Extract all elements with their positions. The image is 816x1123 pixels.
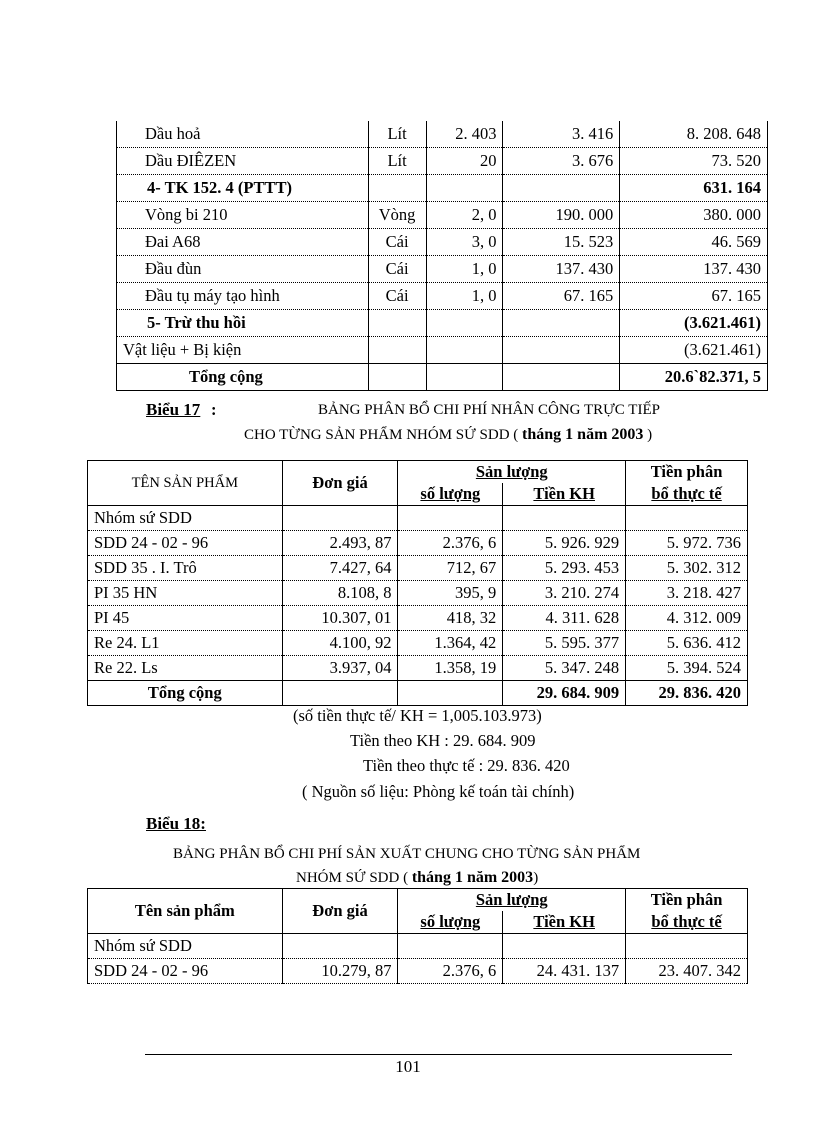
source-note: ( Nguồn số liệu: Phòng kế toán tài chính) [302,782,575,801]
actual-note: Tiền theo thực tế : 29. 836. 420 [363,756,570,775]
actual-amount: 4. 312. 009 [626,606,748,631]
total-actual: 29. 836. 420 [626,681,748,706]
item-quantity [426,337,503,364]
col-unit-price: Đơn giá [282,889,398,934]
col-output: Sản lượng [398,461,626,484]
group-label: Nhóm sứ SDD [88,934,283,959]
ratio-note: (số tiền thực tế/ KH = 1,005.103.973) [293,706,542,725]
item-unit: Cái [368,229,426,256]
table-row [88,581,748,606]
actual-amount: 5. 394. 524 [626,656,748,681]
table-row [117,202,768,229]
quantity: 2.376, 6 [398,531,503,556]
col-actual-1: Tiền phân [626,889,748,912]
plan-amount: 5. 347. 248 [503,656,626,681]
item-name: Dầu hoả [117,121,369,148]
item-amount: 46. 569 [620,229,768,256]
quantity: 418, 32 [398,606,503,631]
item-quantity: 1, 0 [426,256,503,283]
item-quantity: 2, 0 [426,202,503,229]
quantity: 712, 67 [398,556,503,581]
item-price: 3. 676 [503,148,620,175]
plan-amount: 5. 293. 453 [503,556,626,581]
item-unit: Lít [368,148,426,175]
table-row [88,656,748,681]
item-name: 5- Trừ thu hồi [117,310,369,337]
product-name: Re 22. Ls [88,656,283,681]
actual-amount: 5. 972. 736 [626,531,748,556]
total-label: Tổng cộng [88,681,283,706]
bieu-18-title-1: BẢNG PHÂN BỔ CHI PHÍ SẢN XUẤT CHUNG CHO TỪNG SẢN PHẨM [173,846,641,862]
col-quantity: số lượng [398,911,503,934]
bieu-17-title-2: CHO TỪNG SẢN PHẨM NHÓM SỨ SDD ( tháng 1 năm 2003 ) [244,426,653,443]
item-price: 190. 000 [503,202,620,229]
item-quantity [426,364,503,391]
item-price [503,337,620,364]
bieu-17-title-1: BẢNG PHÂN BỔ CHI PHÍ NHÂN CÔNG TRỰC TIẾP [318,402,660,418]
item-price: 3. 416 [503,121,620,148]
materials-table [116,121,768,391]
unit-price: 2.493, 87 [282,531,398,556]
group-label: Nhóm sứ SDD [88,506,283,531]
actual-amount: 23. 407. 342 [626,959,748,984]
table-row [117,283,768,310]
product-name: Re 24. L1 [88,631,283,656]
item-unit: Cái [368,283,426,310]
item-quantity [426,310,503,337]
col-actual-1: Tiền phân [626,461,748,484]
product-name: SDD 35 . I. Trô [88,556,283,581]
table-row [88,531,748,556]
table-row [88,631,748,656]
col-unit-price: Đơn giá [282,461,398,506]
item-price: 137. 430 [503,256,620,283]
table-row [117,229,768,256]
plan-note: Tiền theo KH : 29. 684. 909 [350,731,536,750]
unit-price: 4.100, 92 [282,631,398,656]
item-price: 67. 165 [503,283,620,310]
unit-price: 10.307, 01 [282,606,398,631]
bieu-18-label: Biểu 18: [146,814,206,833]
item-quantity: 2. 403 [426,121,503,148]
col-plan-amount: Tiền KH [503,483,626,506]
table-row [117,310,768,337]
item-amount: 631. 164 [620,175,768,202]
item-name: 4- TK 152. 4 (PTTT) [117,175,369,202]
item-name: Vòng bi 210 [117,202,369,229]
item-unit: Cái [368,256,426,283]
col-output: Sản lượng [398,889,626,912]
unit-price: 3.937, 04 [282,656,398,681]
item-quantity: 20 [426,148,503,175]
bieu-17-label: Biểu 17 [146,400,201,419]
item-unit [368,175,426,202]
table-row [88,959,748,984]
actual-amount: 5. 302. 312 [626,556,748,581]
total-plan: 29. 684. 909 [503,681,626,706]
bieu-17-colon: : [211,400,217,419]
item-unit: Lít [368,121,426,148]
item-amount: (3.621.461) [620,310,768,337]
quantity: 395, 9 [398,581,503,606]
actual-amount: 5. 636. 412 [626,631,748,656]
item-amount: 137. 430 [620,256,768,283]
item-price [503,175,620,202]
item-amount: (3.621.461) [620,337,768,364]
unit-price: 7.427, 64 [282,556,398,581]
unit-price: 8.108, 8 [282,581,398,606]
table-row [88,556,748,581]
item-amount: 67. 165 [620,283,768,310]
item-name: Dầu ĐIÊZEN [117,148,369,175]
item-quantity: 3, 0 [426,229,503,256]
item-price [503,364,620,391]
table-row [117,256,768,283]
item-quantity: 1, 0 [426,283,503,310]
col-quantity: số lượng [398,483,503,506]
item-name: Vật liệu + Bị kiện [117,337,369,364]
item-amount: 8. 208. 648 [620,121,768,148]
item-quantity [426,175,503,202]
table-row [117,148,768,175]
quantity: 1.364, 42 [398,631,503,656]
plan-amount: 3. 210. 274 [503,581,626,606]
quantity: 2.376, 6 [398,959,503,984]
item-amount: 20.6`82.371, 5 [620,364,768,391]
item-price [503,310,620,337]
item-name: Đầu đùn [117,256,369,283]
unit-price: 10.279, 87 [282,959,398,984]
col-actual-2: bổ thực tế [626,483,748,506]
item-name: Tổng cộng [117,364,369,391]
plan-amount: 5. 595. 377 [503,631,626,656]
page-number: 101 [395,1057,421,1076]
table-row [88,606,748,631]
col-actual-2: bổ thực tế [626,911,748,934]
item-name: Đai A68 [117,229,369,256]
item-price: 15. 523 [503,229,620,256]
product-name: PI 45 [88,606,283,631]
plan-amount: 24. 431. 137 [503,959,626,984]
item-unit [368,364,426,391]
product-name: PI 35 HN [88,581,283,606]
col-product-name: Tên sản phẩm [88,889,283,934]
labor-cost-table [87,460,748,706]
col-plan-amount: Tiền KH [503,911,626,934]
overhead-cost-table [87,888,748,984]
quantity: 1.358, 19 [398,656,503,681]
plan-amount: 4. 311. 628 [503,606,626,631]
table-row [117,337,768,364]
item-amount: 73. 520 [620,148,768,175]
footer-divider [145,1054,732,1055]
actual-amount: 3. 218. 427 [626,581,748,606]
table-row [117,175,768,202]
product-name: SDD 24 - 02 - 96 [88,531,283,556]
table-row [117,364,768,391]
product-name: SDD 24 - 02 - 96 [88,959,283,984]
item-unit [368,337,426,364]
bieu-18-title-2: NHÓM SỨ SDD ( tháng 1 năm 2003) [296,869,539,886]
item-amount: 380. 000 [620,202,768,229]
plan-amount: 5. 926. 929 [503,531,626,556]
item-unit: Vòng [368,202,426,229]
table-row [117,121,768,148]
item-unit [368,310,426,337]
col-product-name: TÊN SẢN PHẨM [88,461,283,506]
item-name: Đầu tụ máy tạo hình [117,283,369,310]
